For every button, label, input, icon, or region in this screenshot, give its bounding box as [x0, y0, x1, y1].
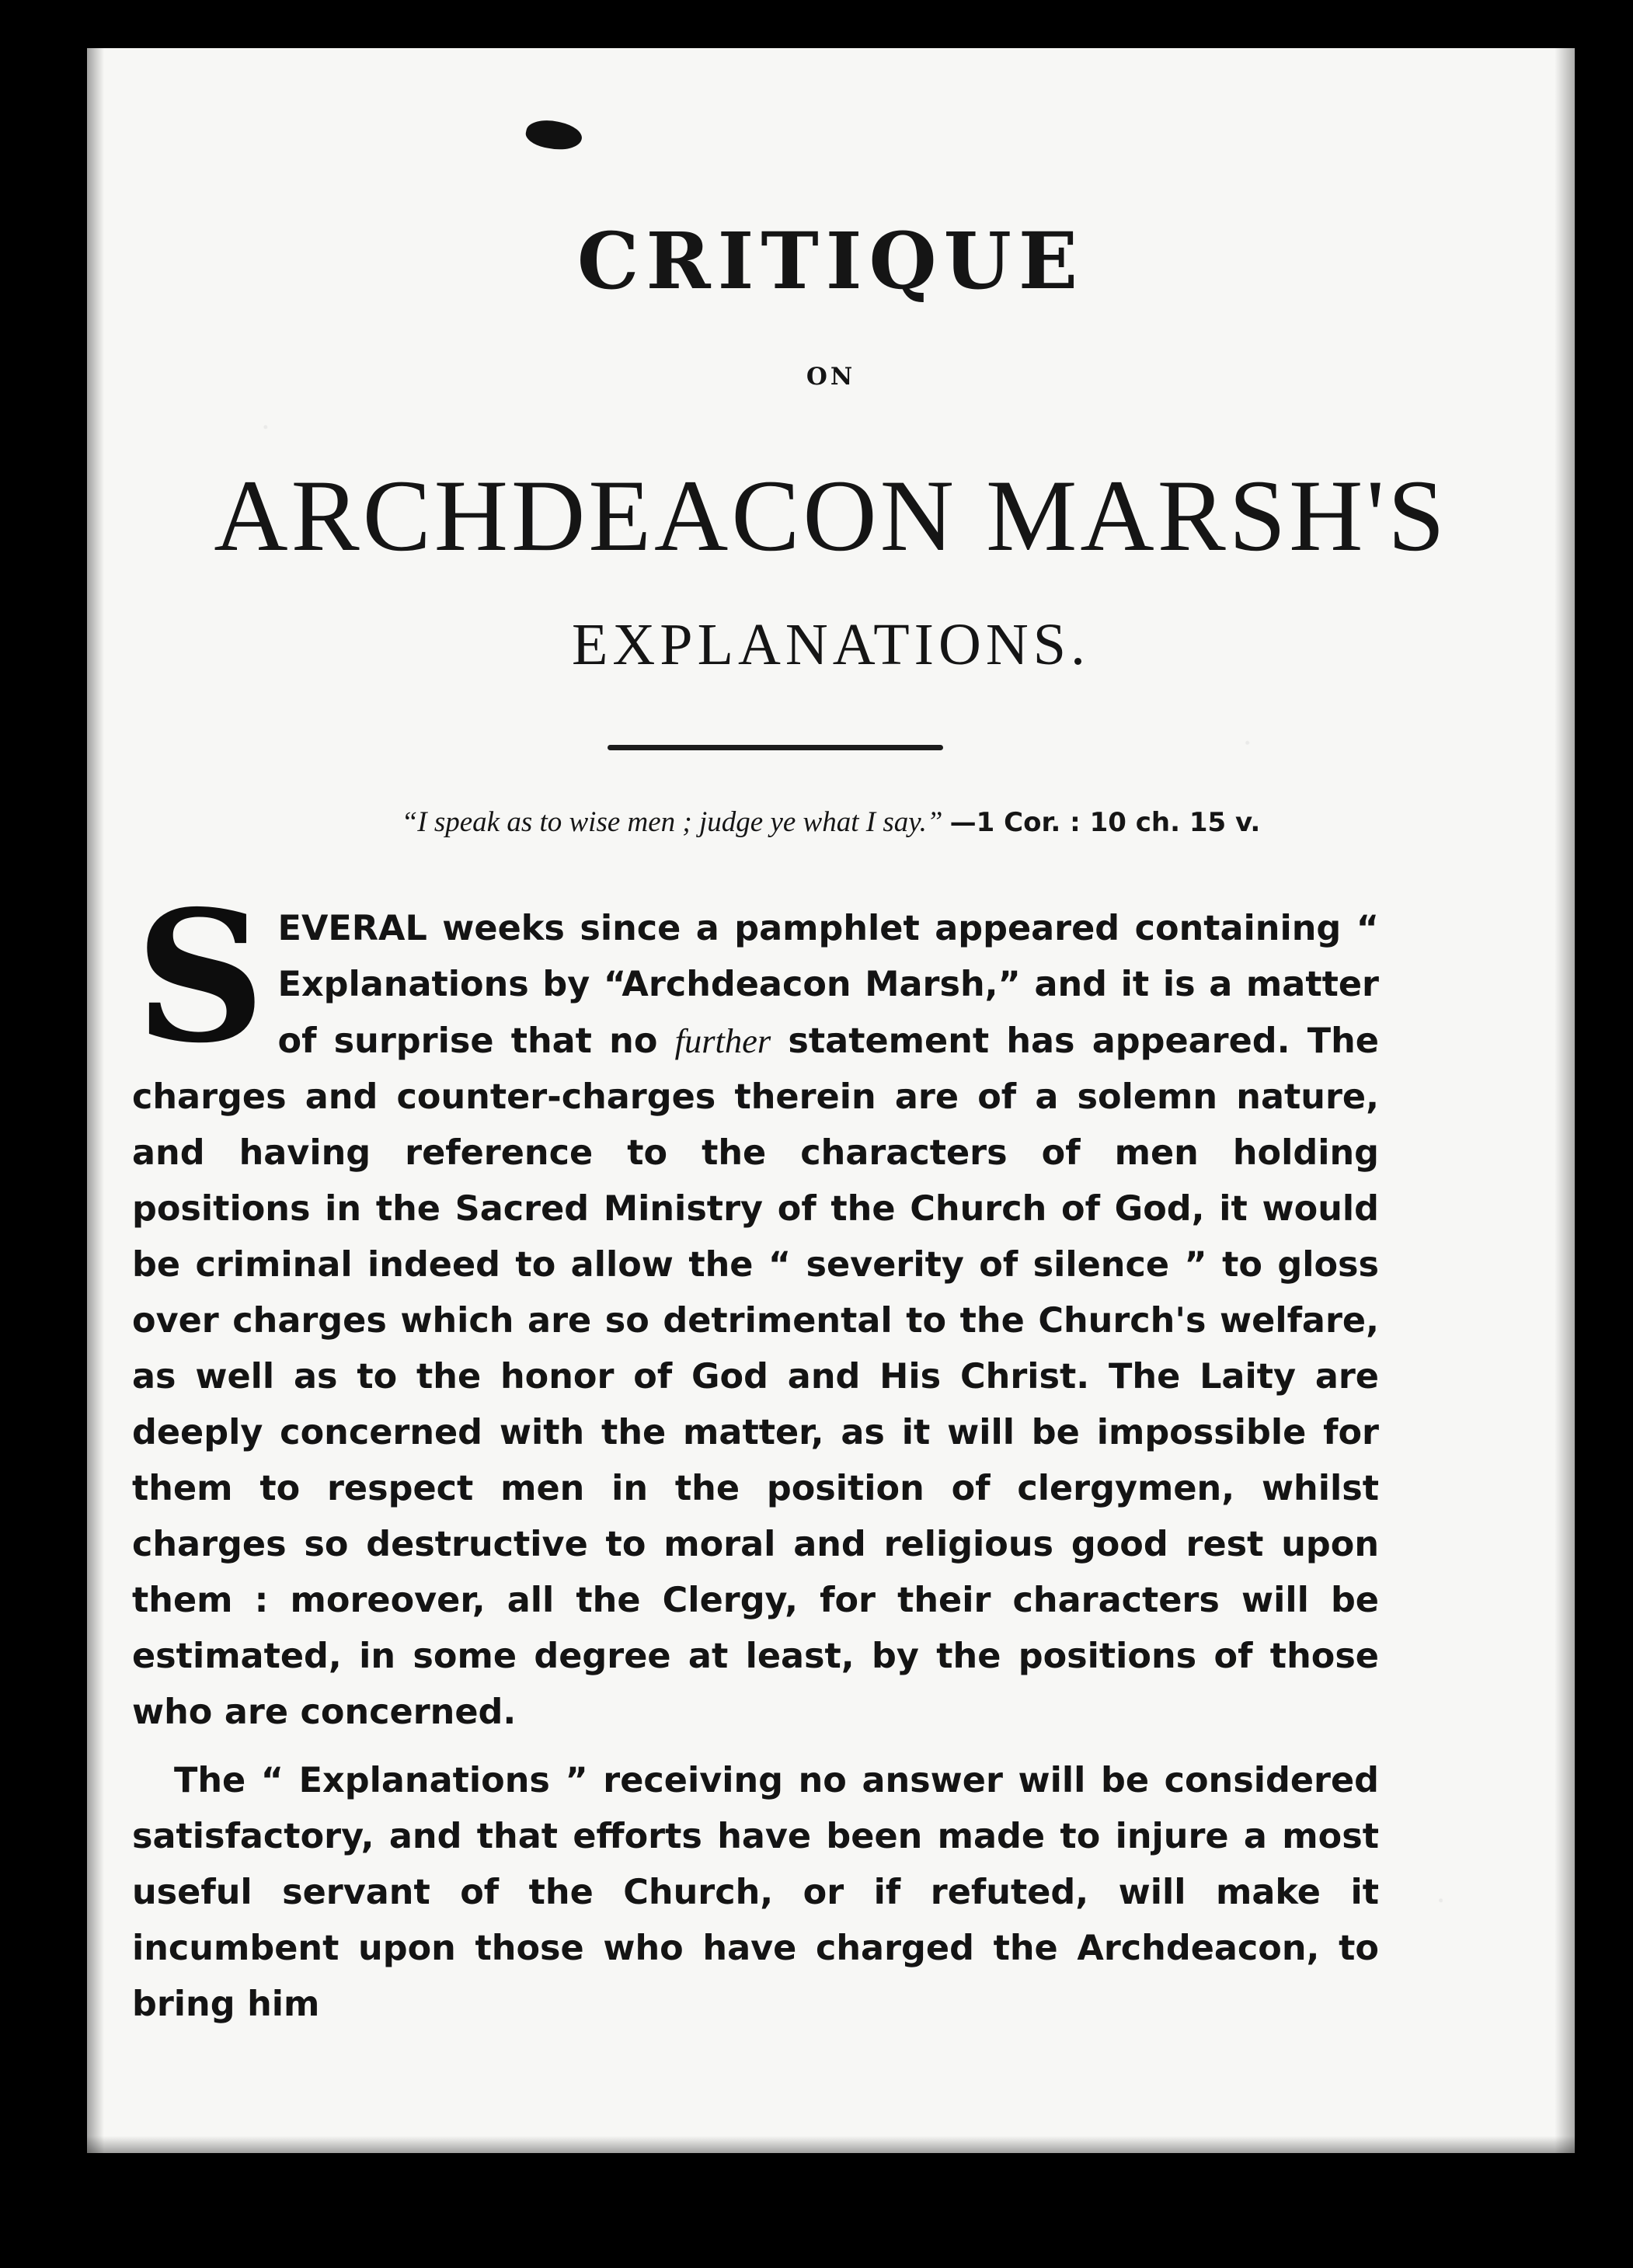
paragraph-2: The “ Explanations ” receiving no answer will be considered satisfactory, and that efforts have been made to injure a most useful servant of the Church, or if refuted, will make it incumbent upon those who have charged the Archdeacon, to bring him — [132, 1761, 1379, 2024]
decorative-rule — [608, 745, 943, 750]
document-subheading: EXPLANATIONS. — [572, 612, 1090, 677]
epigraph — [87, 805, 1575, 839]
paragraph-1 — [132, 871, 1379, 1741]
epigraph-citation: —1 Cor. : 10 ch. 15 v. — [949, 807, 1261, 838]
drop-cap-letter: S — [135, 871, 266, 1083]
paragraph-1-text-end: statement has appeared. The charges and counter-charges therein are of a solemn nature, and having reference to the characters of men holding positions in the Sacred Ministry of the Church of God, it would be criminal indeed to allow the “ severity of silence ” to gloss over charges which are so detrimental to the Church's welfare, as well as to the honor of God and His Christ. The Laity are deeply concerned with the matter, as it will be impossible for them to respect men in the position of clergymen, whilst charges so destructive to moral and religious good rest upon them : moreover, all the Clergy, for their characters will be estimated, in some degree at least, by the positions of those who are concerned. — [132, 1021, 1379, 1732]
page-edge-shadow-bottom — [87, 2136, 1575, 2153]
ink-blot-mark — [524, 116, 584, 155]
document-subtitle: ON — [806, 363, 856, 391]
document-title: CRITIQUE — [576, 215, 1085, 307]
paragraph-1-text-start: EVERAL weeks since a pamphlet appeared containing “ Explanations by “Archdeacon Marsh,” and it is a matter of surprise that no — [277, 909, 1379, 1061]
epigraph-quote: “I speak as to wise men ; judge ye what I say.” — [401, 806, 943, 838]
document-heading: ARCHDEACON MARSH'S — [214, 458, 1448, 572]
italic-word: further — [674, 1021, 771, 1060]
body-text — [132, 871, 1379, 2033]
document-page — [87, 48, 1575, 2153]
